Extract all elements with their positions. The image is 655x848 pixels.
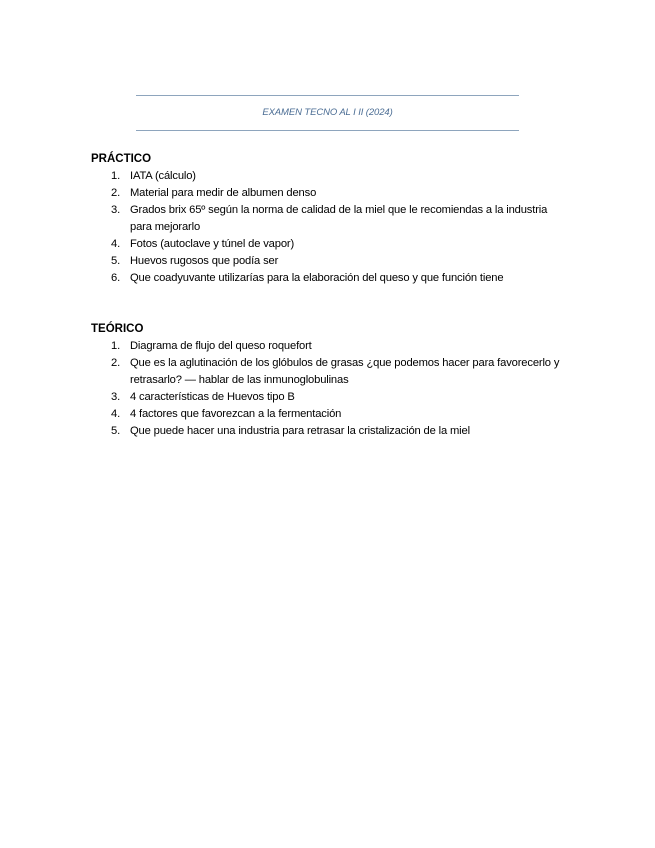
list-item bbox=[91, 270, 570, 287]
list-item bbox=[91, 253, 570, 270]
list-item bbox=[91, 338, 570, 355]
list-item-text: 4 factores que favorezcan a la fermentación bbox=[130, 408, 342, 420]
list-item bbox=[91, 355, 570, 389]
list-number: 4. bbox=[111, 408, 121, 420]
list-item bbox=[91, 423, 570, 440]
list-item bbox=[91, 236, 570, 253]
list-item bbox=[91, 389, 570, 406]
list-item bbox=[91, 202, 570, 236]
list-number: 3. bbox=[111, 204, 121, 216]
list-item bbox=[91, 168, 570, 185]
teorico-list bbox=[91, 338, 591, 440]
list-item-text: Material para medir de albumen denso bbox=[130, 187, 317, 199]
title-bottom-rule bbox=[136, 130, 519, 131]
list-number: 3. bbox=[111, 391, 121, 403]
list-number: 2. bbox=[111, 357, 121, 369]
document-title: EXAMEN TECNO AL I II (2024) bbox=[262, 107, 393, 118]
list-number: 1. bbox=[111, 340, 121, 352]
title-top-rule bbox=[136, 95, 519, 96]
list-number: 4. bbox=[111, 238, 121, 250]
list-item-text: Que es la aglutinación de los glóbulos de grasas ¿que podemos hacer para favorecerlo y retrasarlo? — hablar de las inmunoglobulinas bbox=[130, 357, 560, 386]
list-item-text: Que puede hacer una industria para retrasar la cristalización de la miel bbox=[130, 425, 470, 437]
practico-heading: PRÁCTICO bbox=[91, 153, 152, 165]
list-item-text: Fotos (autoclave y túnel de vapor) bbox=[130, 238, 295, 250]
title-block bbox=[136, 95, 519, 132]
list-number: 6. bbox=[111, 272, 121, 284]
list-item bbox=[91, 406, 570, 423]
list-number: 5. bbox=[111, 425, 121, 437]
list-item-text: Huevos rugosos que podía ser bbox=[130, 255, 279, 267]
practico-list bbox=[91, 168, 591, 287]
list-number: 5. bbox=[111, 255, 121, 267]
list-item-text: 4 características de Huevos tipo B bbox=[130, 391, 295, 403]
list-item-text: Grados brix 65º según la norma de calidad de la miel que le recomiendas a la industria para mejorarlo bbox=[130, 204, 548, 233]
list-item bbox=[91, 185, 570, 202]
list-item-text: IATA (cálculo) bbox=[130, 170, 196, 182]
list-item-text: Que coadyuvante utilizarías para la elaboración del queso y que función tiene bbox=[130, 272, 504, 284]
teorico-heading: TEÓRICO bbox=[91, 323, 144, 335]
list-number: 2. bbox=[111, 187, 121, 199]
list-number: 1. bbox=[111, 170, 121, 182]
practico-section bbox=[91, 152, 591, 287]
list-item-text: Diagrama de flujo del queso roquefort bbox=[130, 340, 312, 352]
teorico-section bbox=[91, 322, 591, 440]
